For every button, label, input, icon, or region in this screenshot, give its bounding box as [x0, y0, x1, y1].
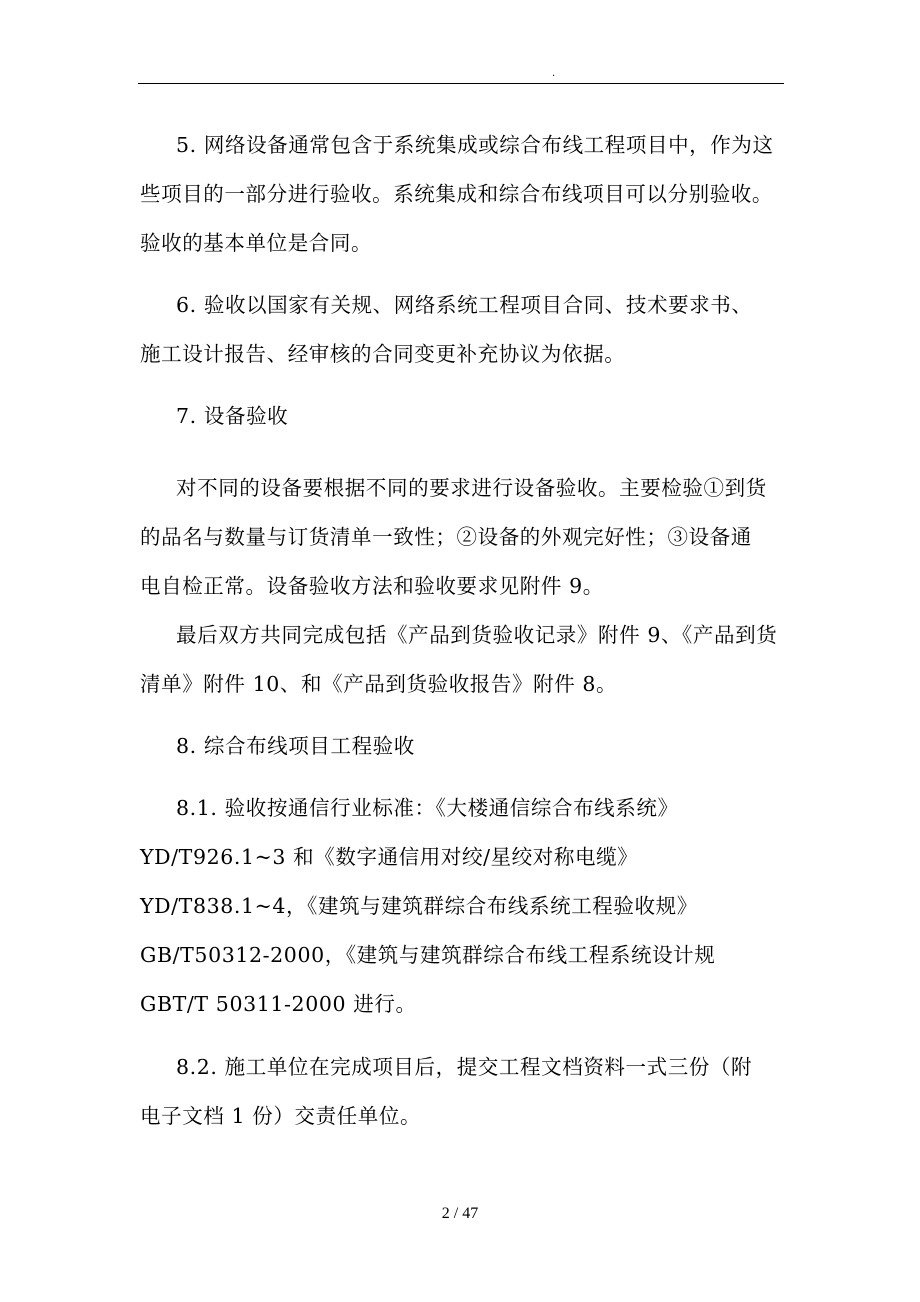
paragraph-6-line-1: 6. 验收以国家有关规、网络系统工程项目合同、技术要求书、: [176, 293, 753, 317]
section-8-2-line-2: 电子文档 1 份）交责任单位。: [140, 1104, 422, 1128]
section-7-final-line-1: 最后双方共同完成包括《产品到货验收记录》附件 9、《产品到货: [176, 623, 778, 647]
header-mark: .: [552, 68, 556, 79]
section-7-body-line-2: 的品名与数量与订货清单一致性；②设备的外观完好性；③设备通: [140, 525, 752, 549]
header-rule: [138, 83, 784, 84]
paragraph-5-line-2: 些项目的一部分进行验收。系统集成和综合布线项目可以分别验收。: [140, 182, 773, 206]
section-7-heading: 7. 设备验收: [176, 404, 289, 428]
section-8-1-line-1: 8.1. 验收按通信行业标准：《大楼通信综合布线系统》: [176, 796, 679, 820]
section-8-1-line-4: GB/T50312-2000，《建筑与建筑群综合布线工程系统设计规: [140, 943, 716, 967]
page-number: 2 / 47: [441, 1205, 479, 1222]
paragraph-5-line-3: 验收的基本单位是合同。: [140, 231, 373, 255]
section-8-heading: 8. 综合布线项目工程验收: [176, 734, 415, 758]
paragraph-5-line-1: 5. 网络设备通常包含于系统集成或综合布线工程项目中，作为这: [176, 133, 774, 157]
section-8-1-line-3: YD/T838.1~4，《建筑与建筑群综合布线系统工程验收规》: [140, 894, 698, 918]
section-7-body-line-3: 电自检正常。设备验收方法和验收要求见附件 9。: [140, 574, 604, 598]
section-7-final-line-2: 清单》附件 10、和《产品到货验收报告》附件 8。: [140, 672, 618, 696]
section-8-1-line-2: YD/T926.1~3 和《数字通信用对绞/星绞对称电缆》: [140, 845, 639, 869]
section-8-1-line-5: GBT/T 50311-2000 进行。: [140, 992, 417, 1016]
paragraph-6-line-2: 施工设计报告、经审核的合同变更补充协议为依据。: [140, 342, 626, 366]
section-7-body-line-1: 对不同的设备要根据不同的要求进行设备验收。主要检验①到货: [176, 476, 767, 500]
section-8-2-line-1: 8.2. 施工单位在完成项目后，提交工程文档资料一式三份（附: [176, 1055, 753, 1079]
